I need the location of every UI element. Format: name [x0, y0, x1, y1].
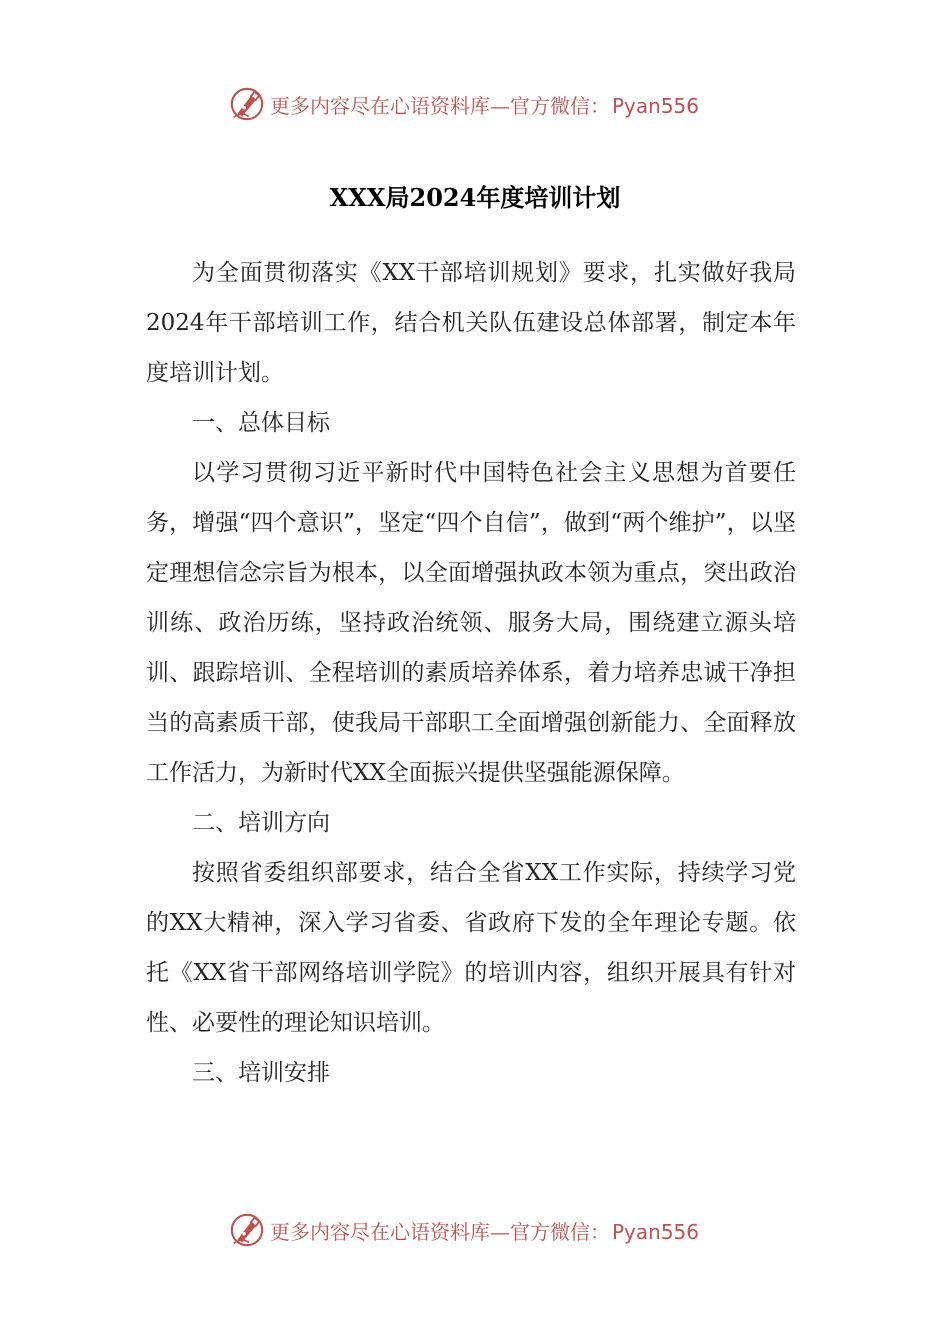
section-paragraph-2: 按照省委组织部要求，结合全省XX工作实际，持续学习党的XX大精神，深入学习省委、省政府下发的全年理论专题。依托《XX省干部网络培训学院》的培训内容，组织开展具有针对性、必要性的理论知识培训。 [146, 860, 796, 1036]
banner-text [270, 1216, 699, 1245]
banner-wechat-id: Pyan556 [612, 1219, 700, 1244]
banner-slogan: 更多内容尽在心语资料库—官方微信： [270, 1219, 610, 1244]
banner-wechat-id: Pyan556 [612, 93, 700, 118]
section-heading-1: 一、总体目标 [192, 410, 330, 436]
footer-banner-content [228, 1210, 699, 1250]
pen-nib-logo-icon [228, 85, 266, 123]
section-paragraph-1: 以学习贯彻习近平新时代中国特色社会主义思想为首要任务，增强“四个意识”，坚定“四个自信”，做到“两个维护”，以坚定理想信念宗旨为根本，以全面增强执政本领为重点，突出政治训练、政治历练，坚持政治统领、服务大局，围绕建立源头培训、跟踪培训、全程培训的素质培养体系，着力培养忠诚干净担当的高素质干部，使我局干部职工全面增强创新能力、全面释放工作活力，为新时代XX全面振兴提供坚强能源保障。 [146, 460, 796, 786]
banner-slogan: 更多内容尽在心语资料库—官方微信： [270, 93, 610, 118]
header-banner-content [228, 84, 699, 124]
intro-paragraph: 为全面贯彻落实《XX干部培训规划》要求，扎实做好我局2024年干部培训工作，结合机关队伍建设总体部署，制定本年度培训计划。 [146, 260, 796, 386]
section-heading-2: 二、培训方向 [192, 810, 330, 836]
section-heading-3: 三、培训安排 [192, 1060, 330, 1086]
banner-text [270, 90, 699, 119]
header-banner [0, 84, 950, 124]
pen-nib-logo-icon [228, 1211, 266, 1249]
document-body [146, 248, 796, 1098]
footer-banner [0, 1210, 950, 1250]
document-title: XXX局2024年度培训计划 [329, 183, 621, 212]
